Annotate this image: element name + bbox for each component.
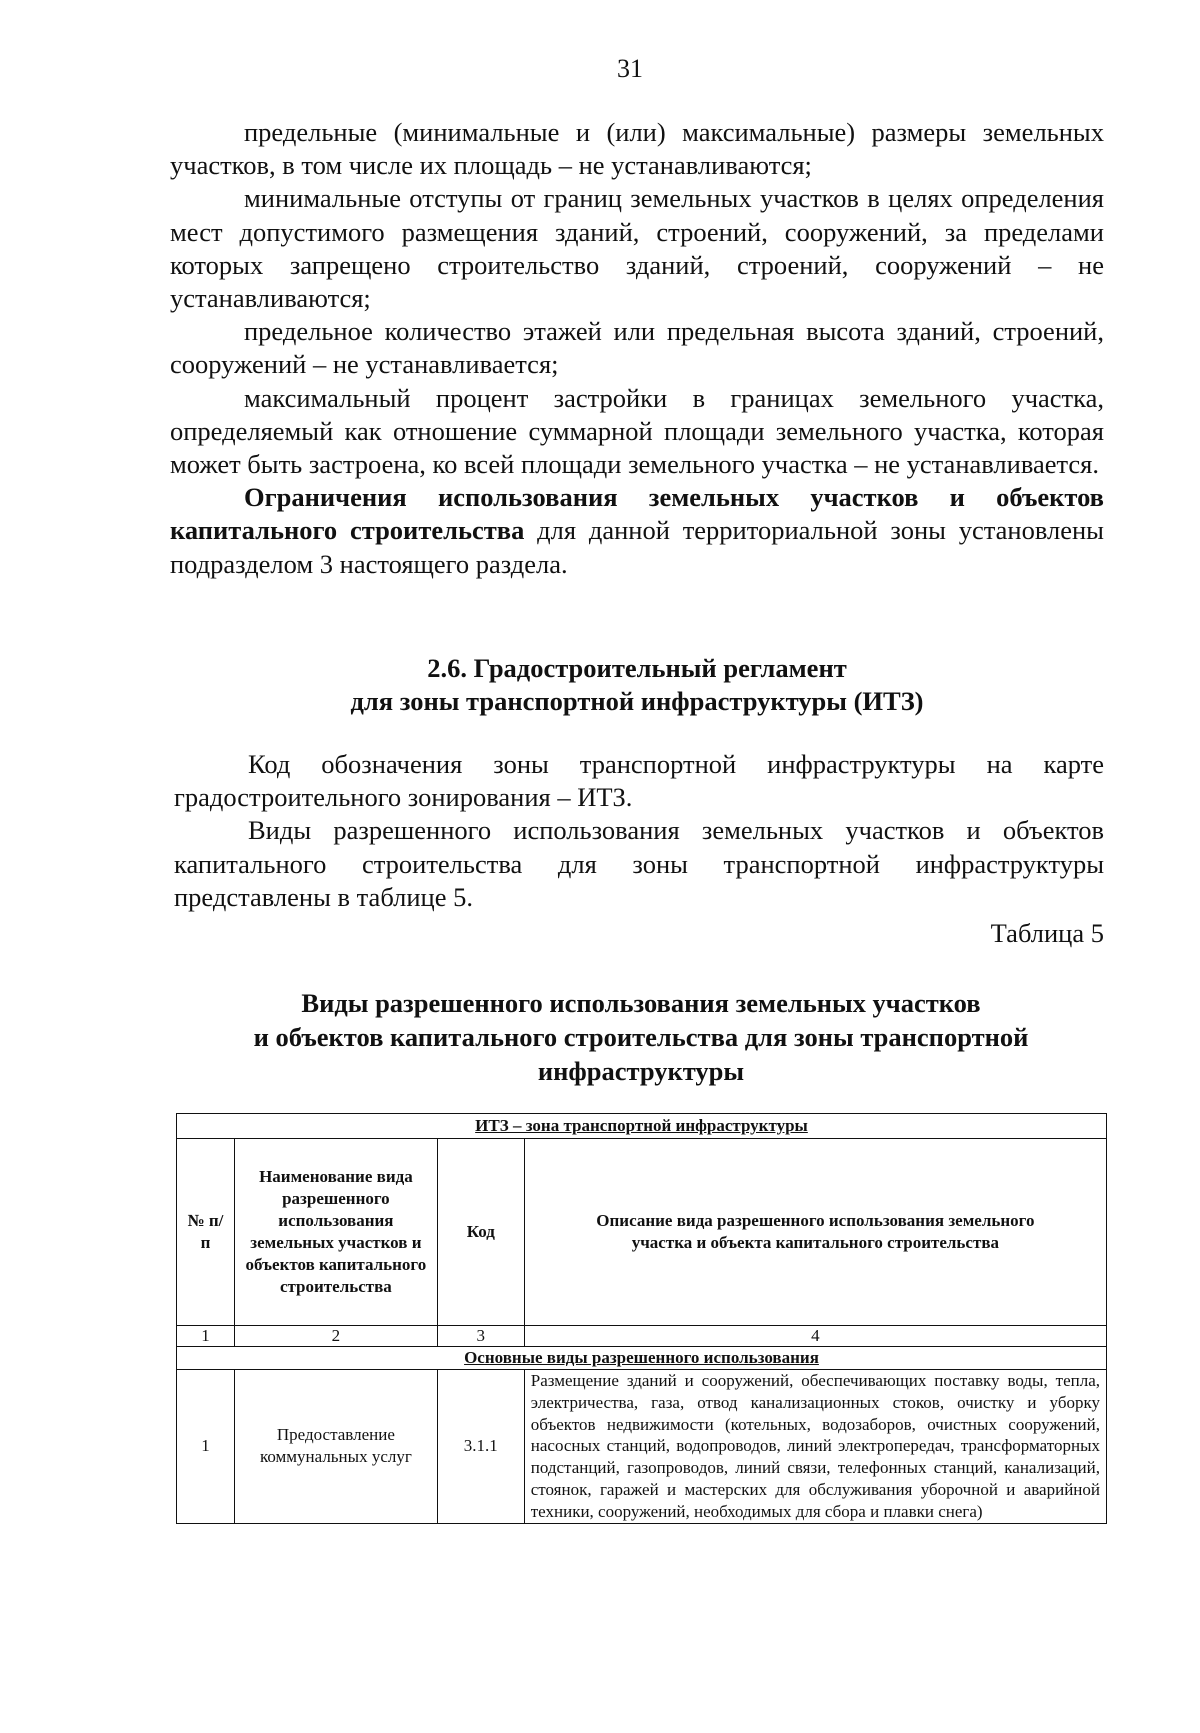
- col-number: 1: [177, 1326, 235, 1347]
- row-code: 3.1.1: [437, 1370, 524, 1524]
- row-description: Размещение зданий и сооружений, обеспечивающих поставку воды, тепла, электричества, газа, отвод канализационных стоков, очистку и уборку объектов недвижимости (котельных, водозаборов, очистных сооружений, насосных станций, водопроводов, линий электропередач, трансформаторных подстанций, газопроводов, линий связи, телефонных станций, канализаций, стоянок, гаражей и мастерских для обслуживания уборочной и аварийной техники, сооружений, необходимых для сбора и плавки снега): [524, 1370, 1106, 1524]
- page-number: 31: [617, 54, 643, 83]
- table-title-line3: инфраструктуры: [537, 1056, 745, 1086]
- section-title-line1: 2.6. Градостроительный регламент: [427, 653, 847, 683]
- table-group-row: [177, 1347, 1107, 1370]
- restriction-bold: Ограничения использования земельных участков и объектов капитального строительства: [170, 482, 1104, 546]
- row-num: 1: [177, 1370, 235, 1524]
- table-zone-header-row: [177, 1114, 1107, 1139]
- section-body: [174, 748, 1104, 914]
- section-paragraph: Виды разрешенного использования земельных участков и объектов капитального строительства для зоны транспортной инфраструктуры представлены в таблице 5.: [174, 815, 1104, 912]
- group-header-cell: Основные виды разрешенного использования: [177, 1347, 1107, 1370]
- header-code: Код: [437, 1139, 524, 1326]
- paragraph: максимальный процент застройки в границах земельного участка, определяемый как отношение суммарной площади земельного участка, которая может быть застроена, ко всей площади земельного участка – не устанавливается.: [170, 382, 1104, 480]
- restriction-rest: для данной территориальной зоны установлены подразделом 3 настоящего раздела.: [170, 515, 1104, 579]
- paragraph: предельное количество этажей или предельная высота зданий, строений, сооружений – не устанавливается;: [170, 316, 1104, 380]
- row-name: Предоставление коммунальных услуг: [234, 1370, 437, 1524]
- regulation-text: [170, 116, 1104, 581]
- permitted-uses-table: [176, 1113, 1107, 1524]
- section-title-line2: для зоны транспортной инфраструктуры (ИТЗ): [350, 686, 924, 716]
- section-paragraph: Код обозначения зоны транспортной инфраструктуры на карте градостроительного зонирования – ИТЗ.: [174, 749, 1104, 813]
- section-heading: [170, 652, 1104, 718]
- header-name: Наименование вида разрешенного использования земельных участков и объектов капитального строительства: [234, 1139, 437, 1326]
- table-row: [177, 1370, 1107, 1524]
- col-number: 2: [234, 1326, 437, 1347]
- table-title-line1: Виды разрешенного использования земельных участков: [301, 988, 981, 1018]
- col-number: 4: [524, 1326, 1106, 1347]
- table-column-header-row: [177, 1139, 1107, 1326]
- table-title-line2: и объектов капитального строительства для зоны транспортной: [253, 1022, 1029, 1052]
- header-num: № п/п: [177, 1139, 235, 1326]
- zone-header-cell: ИТЗ – зона транспортной инфраструктуры: [177, 1114, 1107, 1139]
- table-title: [176, 986, 1106, 1088]
- header-description: Описание вида разрешенного использования земельного участка и объекта капитального строительства: [524, 1139, 1106, 1326]
- table-label: Таблица 5: [990, 918, 1104, 948]
- table-column-number-row: [177, 1326, 1107, 1347]
- paragraph: минимальные отступы от границ земельных участков в целях определения мест допустимого размещения зданий, строений, сооружений, за пределами которых запрещено строительство зданий, строений, сооружений – не устанавливаются;: [170, 183, 1104, 314]
- paragraph: предельные (минимальные и (или) максимальные) размеры земельных участков, в том числе их площадь – не устанавливаются;: [170, 117, 1104, 181]
- restriction-paragraph: [170, 481, 1104, 581]
- col-number: 3: [437, 1326, 524, 1347]
